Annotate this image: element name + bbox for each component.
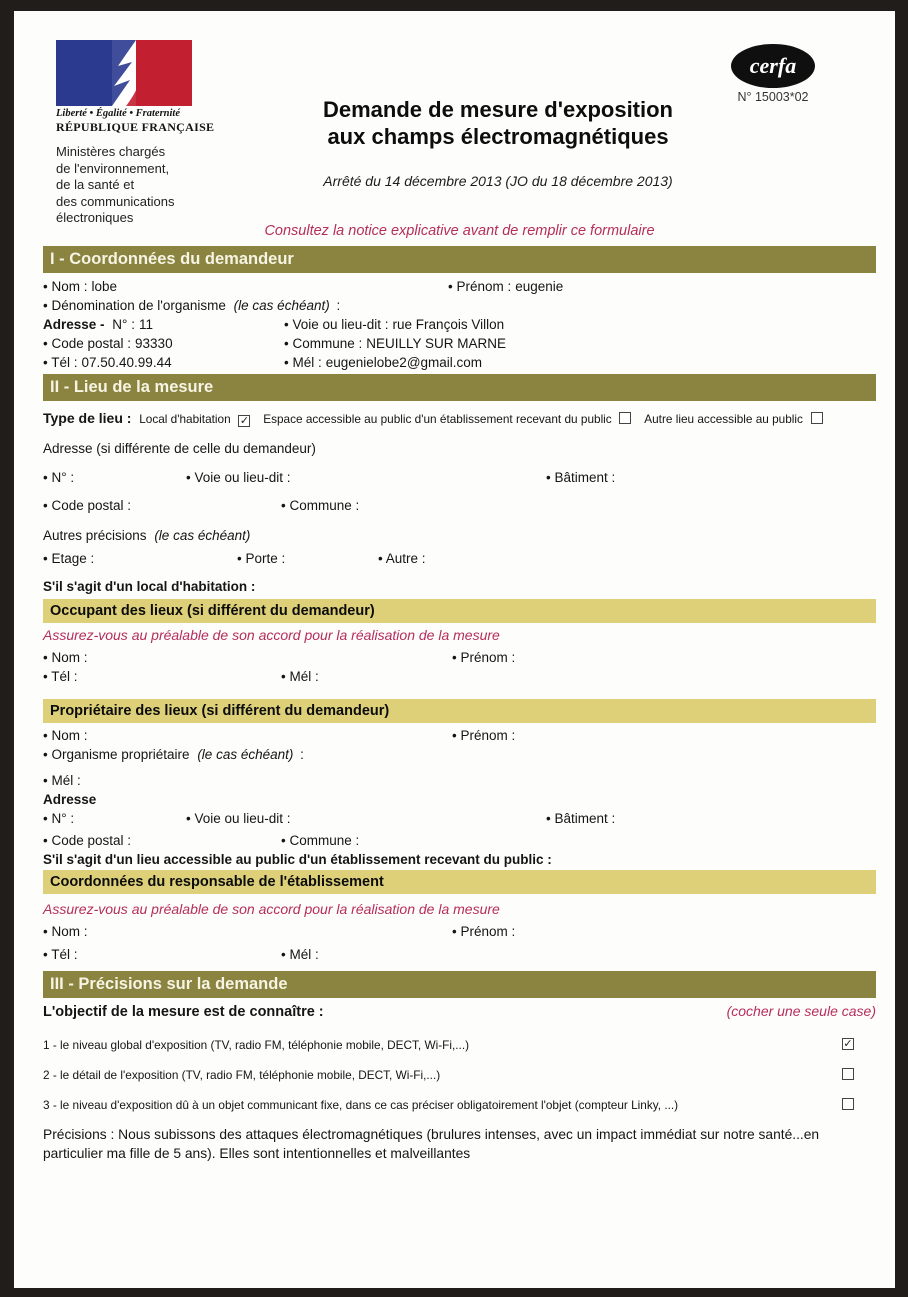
proprietaire-adresse-label: Adresse [43, 792, 97, 807]
row-adresse-differente [43, 439, 876, 458]
cerfa-logo: cerfa [731, 44, 815, 88]
row-proprietaire-nom [43, 726, 876, 745]
objectif-item-3-checkbox[interactable] [842, 1098, 854, 1110]
section2-header: II - Lieu de la mesure [43, 374, 876, 401]
responsable-prenom-label: • Prénom : [452, 924, 516, 939]
row-local-habitation-intro [43, 577, 876, 596]
row-erp-intro [43, 850, 876, 869]
form-page [14, 11, 895, 1288]
row-responsable-tel [43, 945, 876, 964]
row-type-de-lieu [43, 409, 876, 429]
notice-warning: Consultez la notice explicative avant de remplir ce formulaire [264, 223, 655, 239]
voie-value[interactable]: rue François Villon [392, 317, 505, 332]
occupant-tel-label: • Tél : [43, 669, 78, 684]
objectif-item-3-text: 3 - le niveau d'exposition dû à un objet communicant fixe, dans ce cas préciser obligatoirement l'objet (compteur Linky, ...) [43, 1098, 679, 1112]
etage-label: • Etage : [43, 551, 95, 566]
row-responsable-nom [43, 922, 876, 941]
commune-value[interactable]: NEUILLY SUR MARNE [366, 336, 507, 351]
row-objectif [43, 1002, 876, 1022]
organisme-proprietaire-italic: (le cas échéant) [197, 747, 294, 762]
form-header [43, 11, 876, 225]
nom-value[interactable]: lobe [91, 279, 118, 294]
responsable-tel-label: • Tél : [43, 947, 78, 962]
objectif-item-2-text: 2 - le détail de l'exposition (TV, radio FM, téléphonie mobile, DECT, Wi-Fi,...) [43, 1068, 441, 1082]
republique-francaise-logo [56, 40, 226, 227]
french-flag-marianne-icon [56, 40, 192, 106]
objectif-item-1-text: 1 - le niveau global d'exposition (TV, radio FM, téléphonie mobile, DECT, Wi-Fi,...) [43, 1038, 470, 1052]
proprietaire-mel-label: • Mél : [43, 773, 81, 788]
responsable-nom-label: • Nom : [43, 924, 88, 939]
autre-label: • Autre : [378, 551, 426, 566]
numero-value[interactable]: 11 [138, 317, 153, 332]
row-autres-precisions [43, 526, 876, 545]
type-option-1-label: Local d'habitation [139, 412, 231, 426]
responsable-subheader: Coordonnées du responsable de l'établissement [43, 870, 876, 894]
tel-label: • Tél : [43, 355, 78, 370]
mel-value[interactable]: eugenielobe2@gmail.com [325, 355, 483, 370]
proprietaire-subheader: Propriétaire des lieux (si différent du demandeur) [43, 699, 876, 723]
proprietaire-voie-label: • Voie ou lieu-dit : [186, 811, 291, 826]
row-objectif-item-2 [43, 1066, 876, 1085]
local-habitation-intro: S'il s'agit d'un local d'habitation : [43, 579, 256, 594]
row-nom-prenom [43, 277, 876, 296]
proprietaire-commune-label: • Commune : [281, 833, 360, 848]
row-occupant-tel [43, 667, 876, 686]
nom-label: • Nom : [43, 279, 88, 294]
proprietaire-nom-label: • Nom : [43, 728, 88, 743]
occupant-mel-label: • Mél : [281, 669, 319, 684]
precisions-text[interactable]: Précisions : Nous subissons des attaques électromagnétiques (brulures intenses, avec un impact immédiat sur notre santé...en particulier ma fille de 5 ans). Elles sont intentionnelles et malveillantes [43, 1127, 820, 1161]
autres-precisions-label: Autres précisions [43, 528, 147, 543]
responsable-warning: Assurez-vous au préalable de son accord pour la réalisation de la mesure [43, 901, 500, 917]
type-option-2-checkbox[interactable] [619, 412, 631, 424]
objectif-note: (cocher une seule case) [726, 1003, 876, 1019]
row-lieu-numero [43, 468, 876, 487]
autres-precisions-italic: (le cas échéant) [154, 528, 251, 543]
numero-label: N° : [112, 317, 135, 332]
objectif-item-2-checkbox[interactable] [842, 1068, 854, 1080]
code-postal-value[interactable]: 93330 [135, 336, 173, 351]
objectif-label: L'objectif de la mesure est de connaître : [43, 1004, 324, 1020]
lieu-numero-label: • N° : [43, 470, 75, 485]
adresse-differente-label: Adresse (si différente de celle du demandeur) [43, 441, 316, 456]
proprietaire-batiment-label: • Bâtiment : [546, 811, 616, 826]
row-tel-mel [43, 353, 876, 372]
lieu-voie-label: • Voie ou lieu-dit : [186, 470, 291, 485]
prenom-label: • Prénom : [448, 279, 512, 294]
prenom-value[interactable]: eugenie [515, 279, 564, 294]
row-proprietaire-mel [43, 771, 876, 790]
row-lieu-cp [43, 496, 876, 515]
row-objectif-item-3 [43, 1096, 876, 1115]
denomination-label: • Dénomination de l'organisme [43, 298, 226, 313]
form-title-line2: aux champs électromagnétiques [327, 124, 669, 149]
row-objectif-item-1 [43, 1036, 876, 1055]
type-de-lieu-label: Type de lieu : [43, 410, 132, 426]
responsable-mel-label: • Mél : [281, 947, 319, 962]
occupant-prenom-label: • Prénom : [452, 650, 516, 665]
mel-label: • Mél : [284, 355, 322, 370]
commune-label: • Commune : [284, 336, 363, 351]
tel-value[interactable]: 07.50.40.99.44 [81, 355, 172, 370]
row-proprietaire-cp [43, 831, 876, 850]
proprietaire-prenom-label: • Prénom : [452, 728, 516, 743]
form-title-block [243, 96, 753, 189]
lieu-cp-label: • Code postal : [43, 498, 132, 513]
row-organisme-proprietaire: • Organisme propriétaire (le cas échéant) : [43, 747, 304, 762]
motto-text: Liberté • Égalité • Fraternité [56, 108, 181, 119]
porte-label: • Porte : [237, 551, 286, 566]
section1-header: I - Coordonnées du demandeur [43, 246, 876, 273]
type-option-3-label: Autre lieu accessible au public [644, 412, 803, 426]
occupant-warning: Assurez-vous au préalable de son accord pour la réalisation de la mesure [43, 627, 500, 643]
denomination-label-italic: (le cas échéant) [233, 298, 330, 313]
proprietaire-numero-label: • N° : [43, 811, 75, 826]
objectif-item-1-checkbox[interactable]: ✓ [843, 1038, 853, 1050]
type-option-2-label: Espace accessible au public d'un établissement recevant du public [263, 412, 612, 426]
type-option-1-checkbox[interactable]: ✓ [239, 415, 250, 427]
erp-intro: S'il s'agit d'un lieu accessible au public d'un établissement recevant du public : [43, 852, 552, 867]
republique-text: RÉPUBLIQUE FRANÇAISE [56, 120, 215, 134]
occupant-subheader: Occupant des lieux (si différent du demandeur) [43, 599, 876, 623]
ministries-text: Ministères chargés de l'environnement, de la santé et des communications électroniques [56, 144, 175, 225]
voie-label: • Voie ou lieu-dit : [284, 317, 389, 332]
row-proprietaire-numero [43, 809, 876, 828]
organisme-proprietaire-label: • Organisme propriétaire [43, 747, 190, 762]
lieu-commune-label: • Commune : [281, 498, 360, 513]
row-cp-commune [43, 334, 876, 353]
proprietaire-cp-label: • Code postal : [43, 833, 132, 848]
row-denomination: • Dénomination de l'organisme (le cas échéant) : [43, 298, 341, 313]
section3-header: III - Précisions sur la demande [43, 971, 876, 998]
row-adresse-numero [43, 315, 876, 334]
decree-reference: Arrêté du 14 décembre 2013 (JO du 18 décembre 2013) [323, 173, 673, 189]
cerfa-block [718, 44, 828, 104]
occupant-nom-label: • Nom : [43, 650, 88, 665]
lieu-batiment-label: • Bâtiment : [546, 470, 616, 485]
adresse-label: Adresse - [43, 317, 105, 332]
cerfa-number: N° 15003*02 [737, 90, 809, 104]
row-etage-porte-autre [43, 549, 876, 568]
code-postal-label: • Code postal : [43, 336, 132, 351]
form-title-line1: Demande de mesure d'exposition [323, 97, 673, 122]
row-proprietaire-adresse [43, 790, 876, 809]
type-option-3-checkbox[interactable] [811, 412, 823, 424]
row-occupant-nom [43, 648, 876, 667]
